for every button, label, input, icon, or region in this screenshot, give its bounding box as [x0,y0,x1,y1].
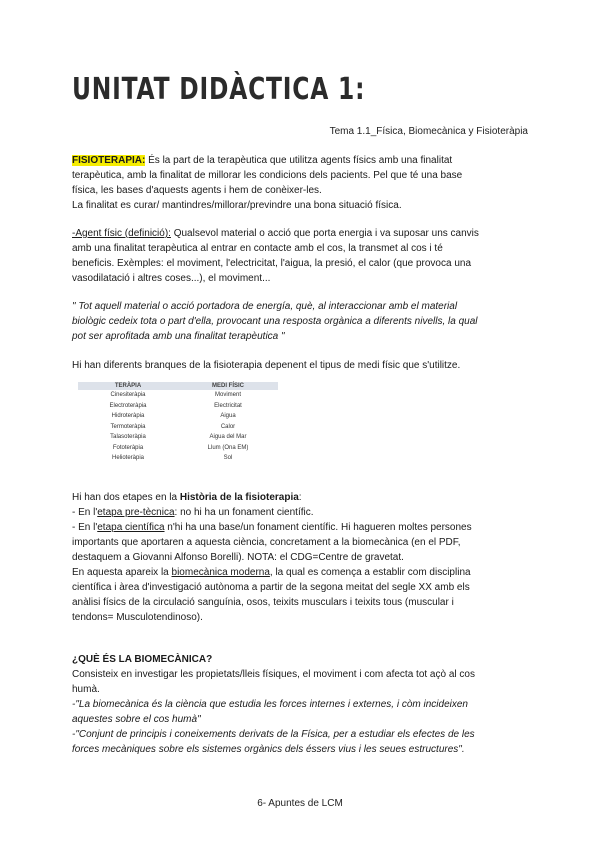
biomecanica-heading: ¿QUÈ ÉS LA BIOMECÀNICA? [72,654,213,665]
fisioterapia-term: FISIOTERAPIA: [72,155,146,166]
history-section: Hi han dos etapes en la Història de la fisioterapia: - En l'etapa pre-tècnica: no hi ha un fonament científic. - En l'etapa científica n'hi ha una base/un fonament científic. Hi hagueren moltes persones importants que aportaren a aquesta ciència, concretament a la biomecànica (en el PDF, destaquem a Giovanni Alfonso Borelli). NOTA: el CDG=Centre de gravetat. En aquesta apareix la biomecànica moderna, la qual es comença a establir com disciplina científica i àrea d'investigació autònoma a partir de la segona meitat del segle XX amb els anàlisi físics de la circulació sanguínia, osos, teixits musculars i teixits tous (muscular i tendons= Musculotendinoso). [72,492,472,623]
topic-subtitle: Tema 1.1_Física, Biomecànica y Fisioteràpia [329,126,528,137]
table-row: Termoteràpia Calor [110,423,236,430]
page-title: UNITAT DIDÀCTICA 1: [72,72,366,107]
table-row: Talasoteràpia Aigua del Mar [110,434,247,441]
fisioterapia-definition: FISIOTERAPIA: És la part de la terapèutica que utilitza agents físics amb una finalitat terapèutica, amb la finalitat de millorar les condicions dels pacients. Pel que té una base física, les bases d'aquests agents i hem de conèixer-les. La finalitat es curar/ mantindres/millorar/previndre una bona situació física. [72,155,463,211]
agent-fisic-term: -Agent físic (definició): [72,228,171,239]
agent-fisic-definition: -Agent físic (definició): Qualsevol material o acció que porta energia i va suposar uns canvis amb una finalitat terapèutica al entrar en contacte amb el cos, la transmet al cos i té beneficis. Exèmples: el moviment, l'electricitat, l'aigua, la presió, el calor (que provoca una vasodilatació i altres coses...), el moviment... [72,228,479,284]
table-row: Hidroteràpia Aigua [111,413,236,420]
biomecanica-moderna-term: biomecànica moderna [171,567,270,578]
pre-tecnica-term: etapa pre-tècnica [97,507,175,518]
table-header: TERÀPIA [78,382,178,390]
table-row: Cinesiteràpia Moviment [110,392,241,399]
agent-quote: " Tot aquell material o acció portadora de energía, què, al interaccionar amb el material biològic cedeix tota o part d'ella, provocant una resposta orgànica a diferents nivells, la qual pot ser aprofitada amb una finalitat terapèutica " [72,301,478,342]
page-footer: 6- Apuntes de LCM [257,798,343,809]
cientifica-term: etapa científica [97,522,165,533]
table-row: Helioteràpia Sol [111,455,233,462]
therapy-table [78,382,278,464]
table-row: Electroteràpia Electricitat [109,402,242,409]
biomecanica-section: ¿QUÈ ÉS LA BIOMECÀNICA? Consisteix en investigar les propietats/lleis físiques, el moviment i com afecta tot açò al cos humà. -"La biomecànica és la ciència que estudia les forces internes i externes, i còm incideixen aquestes sobre el cos humà" -"Conjunt de principis i coneixements derivats de la Física, per a estudiar els efectes de les forces mecàniques sobre els sistemes orgànics dels éssers vius i les seues estructures". [72,652,532,757]
history-heading: Història de la fisioterapia [179,492,299,503]
branches-intro: Hi han diferents branques de la fisioterapia depenent el tipus de medi físic que s'utilitze. [72,360,461,371]
table-row: Fototeràpia Llum (Ona EM) [112,444,249,451]
table-header: MEDI FÍSIC [178,382,278,390]
